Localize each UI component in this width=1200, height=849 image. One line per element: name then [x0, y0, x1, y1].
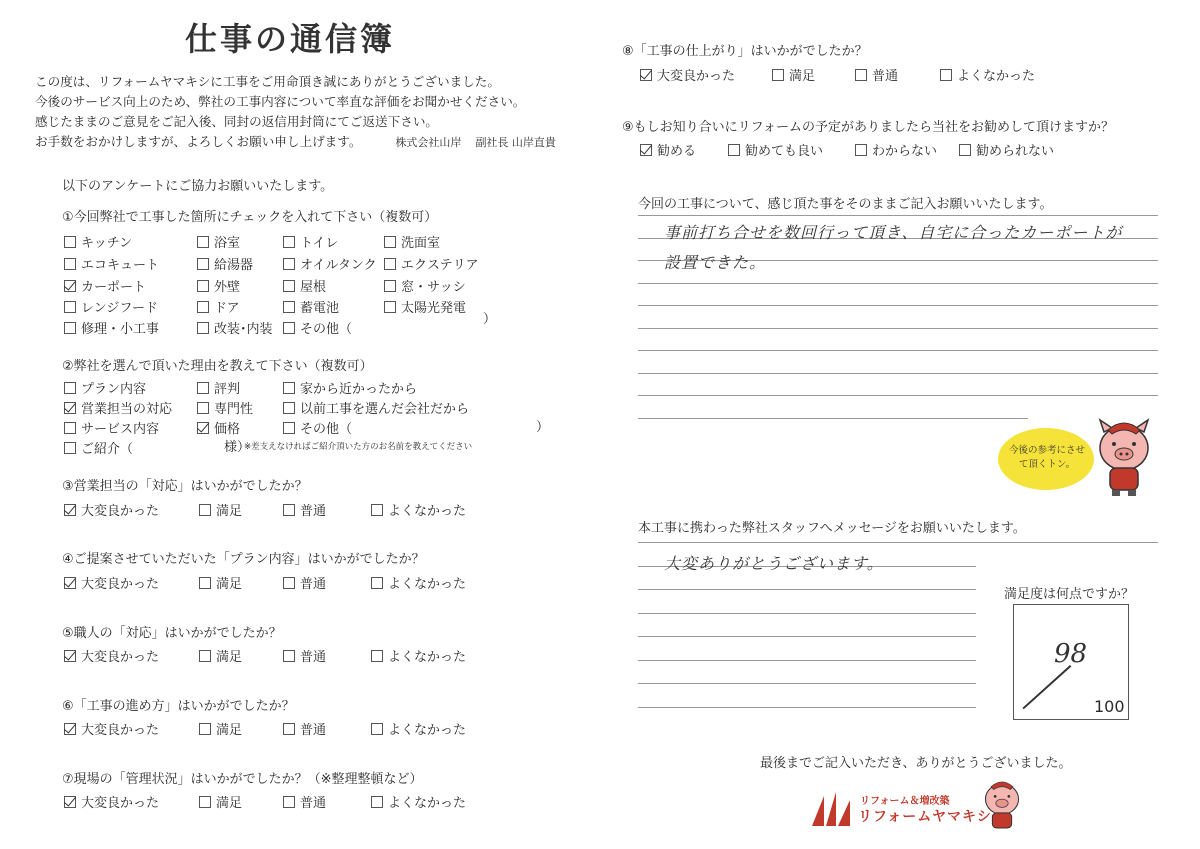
- q5-option-0[interactable]: [64, 646, 159, 665]
- q1-option-8[interactable]: [64, 276, 146, 295]
- score-max: 100: [1094, 697, 1125, 716]
- ruled-line: [638, 636, 976, 637]
- q2-option-2-box[interactable]: [283, 382, 295, 394]
- ruled-line: [638, 305, 1158, 306]
- q9-heading: ⑨もしお知り合いにリフォームの予定がありましたら当社をお勧めして頂けますか？: [622, 120, 1115, 135]
- ruled-line: [638, 613, 976, 614]
- q8-option-0-box[interactable]: [640, 69, 652, 81]
- q4-option-1[interactable]: [199, 573, 242, 592]
- q1-option-10-label: 屋根: [300, 280, 327, 295]
- q2-option-8-label: その他（: [300, 422, 353, 437]
- ruled-line: [638, 542, 1158, 543]
- q1-option-1[interactable]: [197, 232, 240, 251]
- ruled-line: [638, 350, 1158, 351]
- q1-option-17[interactable]: [197, 318, 273, 337]
- q5-option-3[interactable]: [371, 646, 466, 665]
- q8-option-0[interactable]: [640, 65, 735, 84]
- q9-option-1-label: 勧めても良い: [745, 144, 824, 159]
- q9-option-1-box[interactable]: [728, 144, 740, 156]
- q7-option-2-box[interactable]: [283, 796, 295, 808]
- q7-option-1-label: 満足: [216, 796, 243, 811]
- ruled-line: [638, 683, 976, 684]
- q3-option-2-box[interactable]: [283, 504, 295, 516]
- score-box: [1013, 604, 1129, 720]
- q7-option-2[interactable]: [283, 792, 326, 811]
- q6-option-2[interactable]: [283, 719, 326, 738]
- q7-option-0[interactable]: [64, 792, 159, 811]
- q6-option-1-label: 満足: [216, 723, 243, 738]
- q3-option-0[interactable]: [64, 500, 159, 519]
- intro-text: [35, 72, 556, 153]
- q2-option-4-box[interactable]: [197, 402, 209, 414]
- q1-option-3-label: 洗面室: [401, 236, 441, 251]
- q6-option-0-label: 大変良かった: [81, 723, 160, 738]
- q1-option-17-label: 改装･内装: [214, 322, 273, 337]
- q1-option-4[interactable]: [64, 254, 159, 273]
- q2-option-1[interactable]: [197, 378, 240, 397]
- lead-text: 以下のアンケートにご協力お願いいたします。: [62, 179, 334, 194]
- q2-option-6-box[interactable]: [64, 422, 76, 434]
- q9-option-2[interactable]: [855, 140, 937, 159]
- q1-option-15-box[interactable]: [384, 301, 396, 313]
- q2-note: ※差支えなければご紹介頂いた方のお名前を教えてください: [244, 442, 473, 452]
- intro-line-3: 感じたままのご意見をご記入後、同封の返信用封筒にてご返送下さい。: [35, 114, 438, 129]
- impressions-handwriting-2: 設置できた。: [664, 253, 767, 272]
- q1-option-6-label: オイルタンク: [300, 258, 377, 273]
- q1-option-18-label: その他（: [300, 322, 353, 337]
- q7-option-0-label: 大変良かった: [81, 796, 160, 811]
- q9-option-0-box[interactable]: [640, 144, 652, 156]
- intro-line-1: この度は、リフォームヤマキシに工事をご用命頂き誠にありがとうございました。: [35, 74, 500, 89]
- intro-line-4: お手数をおかけしますが、よろしくお願い申し上げます。 株式会社山岸 副社長 山岸直貴: [35, 134, 556, 149]
- q3-option-2-label: 普通: [300, 504, 327, 519]
- q7-option-3-box[interactable]: [371, 796, 383, 808]
- q1-option-7[interactable]: [384, 254, 479, 273]
- q9-option-2-box[interactable]: [855, 144, 867, 156]
- score-value: 98: [1054, 639, 1088, 669]
- q1-option-16-box[interactable]: [64, 322, 76, 334]
- q4-heading: ④ご提案させていただいた「プラン内容」はいかがでしたか？: [62, 552, 425, 567]
- q5-heading: ⑤職人の「対応」はいかがでしたか？: [62, 626, 282, 641]
- q3-option-2[interactable]: [283, 500, 326, 519]
- q1-option-6[interactable]: [283, 254, 377, 273]
- q1-heading: ①今回弊社で工事した箇所にチェックを入れて下さい（複数可）: [62, 210, 438, 225]
- q6-heading: ⑥「工事の進め方」はいかがでしたか？: [62, 699, 295, 714]
- q3-heading: ③営業担当の「対応」はいかがでしたか？: [62, 479, 308, 494]
- q4-option-1-label: 満足: [216, 577, 243, 592]
- q2-option-5[interactable]: [283, 398, 469, 417]
- logo-tagline: リフォーム＆増改築: [860, 796, 950, 807]
- ruled-line: [638, 418, 1028, 419]
- q1-option-9[interactable]: [197, 276, 240, 295]
- ruled-line: [638, 373, 1158, 374]
- q2-option-9[interactable]: [64, 438, 133, 457]
- q8-option-3[interactable]: [940, 65, 1035, 84]
- q2-option-5-box[interactable]: [283, 402, 295, 414]
- score-slash: [1022, 665, 1071, 709]
- q1-option-0[interactable]: [64, 232, 132, 251]
- q2-option-9-box[interactable]: [64, 442, 76, 454]
- ruled-line: [638, 215, 1158, 216]
- q2-option-1-box[interactable]: [197, 382, 209, 394]
- q3-option-1[interactable]: [199, 500, 242, 519]
- q1-option-1-box[interactable]: [197, 236, 209, 248]
- q1-option-13[interactable]: [197, 297, 240, 316]
- q5-option-2[interactable]: [283, 646, 326, 665]
- q5-option-2-label: 普通: [300, 650, 327, 665]
- ruled-line: [638, 328, 1158, 329]
- impressions-handwriting-1: 事前打ち合せを数回行って頂き、自宅に合ったカーポートが: [664, 223, 1123, 242]
- q2-close-paren: ）: [536, 420, 550, 435]
- q1-option-2-label: トイレ: [300, 236, 339, 251]
- ruled-line: [638, 395, 1158, 396]
- q5-option-2-box[interactable]: [283, 650, 295, 662]
- q1-option-14-label: 蓄電池: [300, 301, 340, 316]
- q1-option-11-label: 窓・サッシ: [401, 280, 466, 295]
- q3-option-3-label: よくなかった: [388, 504, 467, 519]
- q2-option-7-box[interactable]: [197, 422, 209, 434]
- q5-option-3-box[interactable]: [371, 650, 383, 662]
- q8-option-3-box[interactable]: [940, 69, 952, 81]
- q5-option-1-box[interactable]: [199, 650, 211, 662]
- q1-close-paren: ）: [483, 312, 497, 327]
- q2-option-0-box[interactable]: [64, 382, 76, 394]
- q1-option-17-box[interactable]: [197, 322, 209, 334]
- q9-option-1[interactable]: [728, 140, 823, 159]
- q2-option-3-label: 営業担当の対応: [81, 402, 173, 417]
- q7-option-3-label: よくなかった: [388, 796, 467, 811]
- page-title: 仕事の通信簿: [185, 20, 396, 58]
- q8-option-2-label: 普通: [872, 69, 899, 84]
- q9-option-3-label: 勧められない: [976, 144, 1055, 159]
- q5-option-1[interactable]: [199, 646, 242, 665]
- q8-option-2[interactable]: [855, 65, 898, 84]
- message-handwriting: 大変ありがとうございます。: [664, 554, 884, 573]
- q1-option-2-box[interactable]: [283, 236, 295, 248]
- score-heading: 満足度は何点ですか？: [1004, 587, 1135, 602]
- q5-option-0-label: 大変良かった: [81, 650, 160, 665]
- q2-option-8[interactable]: [283, 418, 352, 437]
- q8-option-1[interactable]: [772, 65, 815, 84]
- q2-option-6-label: サービス内容: [81, 422, 160, 437]
- q2-option-1-label: 評判: [214, 382, 241, 397]
- signature: 株式会社山岸 副社長 山岸直貴: [395, 136, 556, 149]
- q9-option-0[interactable]: [640, 140, 696, 159]
- company-logo: [810, 778, 1030, 838]
- q4-option-2[interactable]: [283, 573, 326, 592]
- q8-option-2-box[interactable]: [855, 69, 867, 81]
- q7-option-1[interactable]: [199, 792, 242, 811]
- ruled-line: [638, 589, 976, 590]
- right-page: [600, 0, 1200, 849]
- q1-option-11-box[interactable]: [384, 280, 396, 292]
- q2-option-5-label: 以前工事を選んだ会社だから: [300, 402, 470, 417]
- q9-option-2-label: わからない: [872, 144, 938, 159]
- q2-heading: ②弊社を選んで頂いた理由を教えて下さい（複数可）: [62, 359, 373, 374]
- q1-option-0-label: キッチン: [81, 236, 133, 251]
- q8-option-1-box[interactable]: [772, 69, 784, 81]
- q2-option-0-label: プラン内容: [81, 382, 147, 397]
- q1-option-10-box[interactable]: [283, 280, 295, 292]
- q4-option-0-box[interactable]: [64, 577, 76, 589]
- q5-option-3-label: よくなかった: [388, 650, 467, 665]
- q1-option-5-box[interactable]: [197, 258, 209, 270]
- q8-option-3-label: よくなかった: [957, 69, 1036, 84]
- speech-bubble: [998, 428, 1094, 490]
- q1-option-5[interactable]: [197, 254, 253, 273]
- q8-option-1-label: 満足: [789, 69, 816, 84]
- q3-option-0-label: 大変良かった: [81, 504, 160, 519]
- q3-option-3[interactable]: [371, 500, 466, 519]
- q7-option-3[interactable]: [371, 792, 466, 811]
- q2-option-2[interactable]: [283, 378, 417, 397]
- q5-option-1-label: 満足: [216, 650, 243, 665]
- q9-option-3-box[interactable]: [959, 144, 971, 156]
- q1-option-4-label: エコキュート: [81, 258, 160, 273]
- ruled-line: [638, 707, 976, 708]
- q6-option-1-box[interactable]: [199, 723, 211, 735]
- q1-option-12[interactable]: [64, 297, 158, 316]
- q4-option-3-box[interactable]: [371, 577, 383, 589]
- q1-option-13-label: ドア: [214, 301, 240, 316]
- q1-option-2[interactable]: [283, 232, 338, 251]
- q7-heading: ⑦現場の「管理状況」はいかがでしたか？（※整理整頓など）: [62, 772, 423, 787]
- impressions-heading: 今回の工事について、感じ頂た事をそのままご記入お願いいたします。: [638, 197, 1053, 212]
- q1-option-14-box[interactable]: [283, 301, 295, 313]
- q3-option-3-box[interactable]: [371, 504, 383, 516]
- q1-option-3[interactable]: [384, 232, 440, 251]
- q4-option-2-label: 普通: [300, 577, 327, 592]
- q6-option-2-label: 普通: [300, 723, 327, 738]
- q1-option-8-box[interactable]: [64, 280, 76, 292]
- q1-option-12-label: レンジフード: [81, 301, 158, 316]
- q4-option-3-label: よくなかった: [388, 577, 467, 592]
- q4-option-2-box[interactable]: [283, 577, 295, 589]
- q1-option-6-box[interactable]: [283, 258, 295, 270]
- q1-option-15[interactable]: [384, 297, 466, 316]
- q2-option-3-box[interactable]: [64, 402, 76, 414]
- q1-option-1-label: 浴室: [214, 236, 241, 251]
- q2-option-7-label: 価格: [214, 422, 241, 437]
- q8-option-0-label: 大変良かった: [657, 69, 736, 84]
- q1-option-13-box[interactable]: [197, 301, 209, 313]
- q2-option-4-label: 専門性: [214, 402, 254, 417]
- q4-option-3[interactable]: [371, 573, 466, 592]
- q2-option-4[interactable]: [197, 398, 253, 417]
- q6-option-0-box[interactable]: [64, 723, 76, 735]
- q1-option-3-box[interactable]: [384, 236, 396, 248]
- footer-text: 最後までご記入いただき、ありがとうございました。: [760, 756, 1072, 771]
- q6-option-3[interactable]: [371, 719, 466, 738]
- q1-option-16-label: 修理・小工事: [81, 322, 160, 337]
- q1-option-9-label: 外壁: [214, 280, 241, 295]
- q9-option-0-label: 勧める: [657, 144, 697, 159]
- q1-option-18[interactable]: [283, 318, 352, 337]
- q6-option-1[interactable]: [199, 719, 242, 738]
- ruled-line: [638, 283, 1158, 284]
- q1-option-12-box[interactable]: [64, 301, 76, 313]
- q1-option-9-box[interactable]: [197, 280, 209, 292]
- q4-option-0[interactable]: [64, 573, 159, 592]
- q6-option-2-box[interactable]: [283, 723, 295, 735]
- q2-option-9-label: ご紹介（: [81, 442, 134, 457]
- q1-option-11[interactable]: [384, 276, 466, 295]
- ruled-line: [638, 660, 976, 661]
- q4-option-0-label: 大変良かった: [81, 577, 160, 592]
- logo-pig-icon: [980, 778, 1024, 834]
- q2-option-0[interactable]: [64, 378, 146, 397]
- q2-option-6[interactable]: [64, 418, 159, 437]
- q7-option-2-label: 普通: [300, 796, 327, 811]
- q2-option-7[interactable]: [197, 418, 240, 437]
- pig-mascot-icon: [1092, 418, 1156, 498]
- q1-option-7-box[interactable]: [384, 258, 396, 270]
- q1-option-10[interactable]: [283, 276, 326, 295]
- q1-option-4-box[interactable]: [64, 258, 76, 270]
- q1-option-0-box[interactable]: [64, 236, 76, 248]
- q8-heading: ⑧「工事の仕上がり」はいかがでしたか？: [622, 44, 868, 59]
- q6-option-3-label: よくなかった: [388, 723, 467, 738]
- q7-option-0-box[interactable]: [64, 796, 76, 808]
- q6-option-0[interactable]: [64, 719, 159, 738]
- q1-option-7-label: エクステリア: [401, 258, 479, 273]
- q2-sama: 様）: [224, 440, 251, 455]
- q3-option-0-box[interactable]: [64, 504, 76, 516]
- q4-option-1-box[interactable]: [199, 577, 211, 589]
- q6-option-3-box[interactable]: [371, 723, 383, 735]
- q1-option-16[interactable]: [64, 318, 159, 337]
- q7-option-1-box[interactable]: [199, 796, 211, 808]
- q1-option-8-label: カーポート: [81, 280, 147, 295]
- q1-option-14[interactable]: [283, 297, 339, 316]
- message-heading: 本工事に携わった弊社スタッフへメッセージをお願いいたします。: [638, 521, 1026, 536]
- q1-option-5-label: 給湯器: [214, 258, 254, 273]
- q5-option-0-box[interactable]: [64, 650, 76, 662]
- q9-option-3[interactable]: [959, 140, 1054, 159]
- q1-option-15-label: 太陽光発電: [401, 301, 467, 316]
- logo-name: リフォームヤマキシ: [858, 809, 992, 825]
- intro-line-2: 今後のサービス向上のため、弊社の工事内容について率直な評価をお聞かせください。: [35, 94, 526, 109]
- q3-option-1-box[interactable]: [199, 504, 211, 516]
- q3-option-1-label: 満足: [216, 504, 243, 519]
- logo-roof-icon: [810, 786, 854, 830]
- q2-option-3[interactable]: [64, 398, 172, 417]
- q2-option-8-box[interactable]: [283, 422, 295, 434]
- q1-option-18-box[interactable]: [283, 322, 295, 334]
- speech-bubble-text: 今後の参考にさせて頂くトン。: [1008, 445, 1085, 470]
- q2-option-2-label: 家から近かったから: [300, 382, 418, 397]
